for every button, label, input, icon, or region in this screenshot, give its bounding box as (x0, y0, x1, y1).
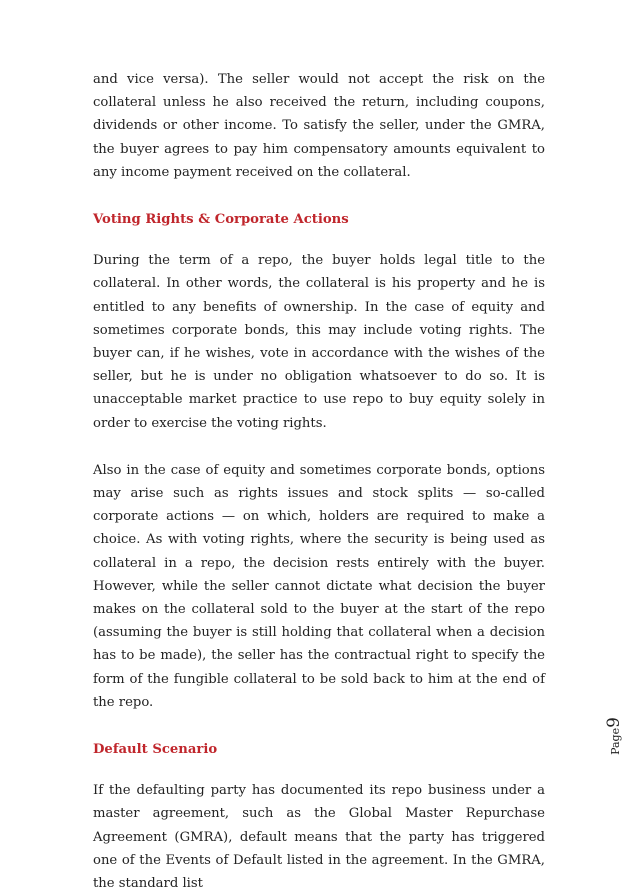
spacer (93, 435, 545, 459)
heading-voting-rights: Voting Rights & Corporate Actions (93, 212, 349, 228)
page-number (594, 702, 634, 770)
spacer (93, 761, 545, 779)
document-page (93, 68, 545, 895)
page-number-value: 9 (604, 717, 624, 728)
spacer (93, 184, 545, 208)
spacer (93, 231, 545, 249)
page-number-label: Page (609, 727, 622, 755)
page-number-text (604, 717, 624, 755)
paragraph-voting-rights: During the term of a repo, the buyer holds legal title to the collateral. In other words, the collateral is his property and he is entitled to any benefits of ownership. In the case of equity and sometimes corporate bonds, this may include voting rights. The buyer can, if he wishes, vote in accordance with the wishes of the seller, but he is under no obligation whatsoever to do so. It is unacceptable market practice to use repo to buy equity solely in order to exercise the voting rights. (93, 253, 545, 431)
paragraph-collateral-income: and vice versa). The seller would not accept the risk on the collateral unless he also received the return, including coupons, dividends or other income. To satisfy the seller, under the GMRA, the buyer agrees to pay him compensatory amounts equivalent to any income payment received on the collateral. (93, 72, 545, 180)
heading-default-scenario: Default Scenario (93, 742, 218, 758)
paragraph-corporate-actions: Also in the case of equity and sometimes corporate bonds, options may arise such as rights issues and stock splits — so-called corporate actions — on which, holders are required to make a choice. As with voting rights, where the security is being used as collateral in a repo, the decision rests entirely with the buyer. However, while the seller cannot dictate what decision the buyer makes on the collateral sold to the buyer at the start of the repo (assuming the buyer is still holding that collateral when a decision has to be made), the seller has the contractual right to specify the form of the fungible collateral to be sold back to him at the end of the repo. (93, 462, 545, 710)
spacer (93, 714, 545, 738)
paragraph-default-scenario: If the defaulting party has documented its repo business under a master agreement, such as the Global Master Repurchase Agreement (GMRA), default means that the party has triggered one of the Events of Default listed in the agreement. In the GMRA, the standard list (93, 783, 545, 892)
